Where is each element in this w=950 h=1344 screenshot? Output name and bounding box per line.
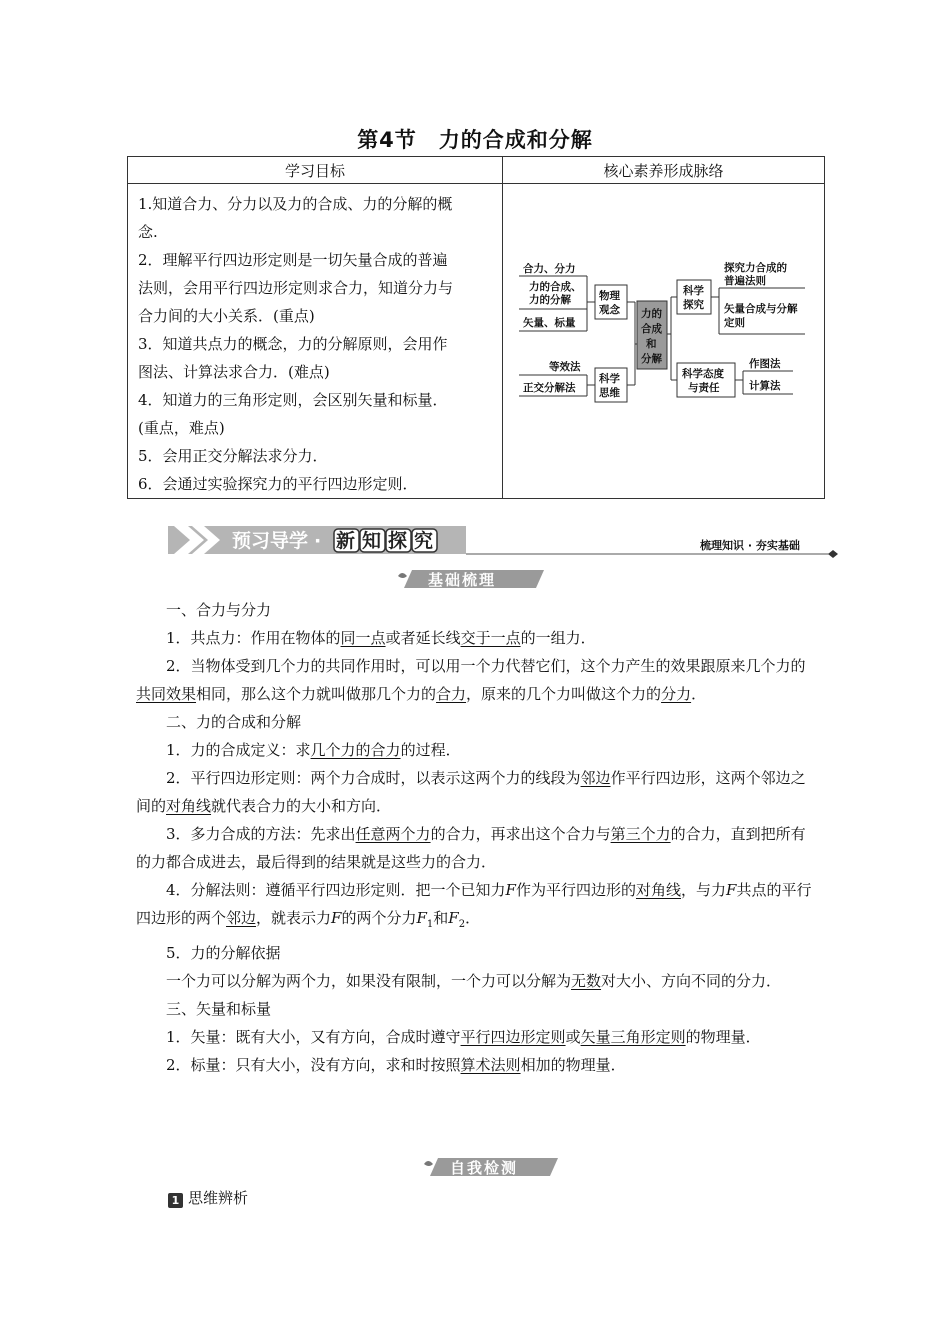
para-scalar: 2．标量：只有大小，没有方向，求和时按照算术法则相加的物理量． bbox=[166, 1056, 626, 1074]
section-name: 力的合成和分解 bbox=[438, 128, 593, 152]
mm-item: 力的合成、 bbox=[529, 281, 582, 293]
mm-item: 正交分解法 bbox=[523, 382, 576, 394]
goals-header: 学习目标 bbox=[128, 157, 503, 184]
preview-banner bbox=[168, 521, 840, 559]
goal-line: 法则，会用平行四边形定则求合力，知道分力与 bbox=[138, 279, 454, 297]
goal-line: 4．知道力的三角形定则，会区别矢量和标量． bbox=[138, 391, 448, 409]
banner-char: 究 bbox=[414, 530, 434, 552]
banner-highlight-chars bbox=[334, 529, 437, 552]
mm-item: 力的分解 bbox=[529, 294, 571, 306]
section-basic-title: 基础梳理 bbox=[428, 571, 497, 589]
core-literacy-mindmap bbox=[503, 184, 823, 489]
mm-item: 作图法 bbox=[749, 358, 781, 370]
banner-dot: · bbox=[314, 530, 322, 552]
goal-list bbox=[128, 184, 502, 498]
mm-center-text: 合成 bbox=[641, 323, 662, 335]
goal-line: (重点，难点) bbox=[138, 419, 225, 437]
mm-item: 矢量合成与分解 bbox=[724, 303, 798, 315]
mm-item: 合力、分力 bbox=[523, 263, 576, 275]
goal-line: 5．会用正交分解法求分力． bbox=[138, 447, 328, 465]
para-parallelogram-rule: 2．平行四边形定则：两个力合成时，以表示这两个力的线段为邻边作平行四边形，这两个邻边之间的对角线就代表合力的大小和方向． bbox=[136, 769, 806, 815]
para-decomposition-infinite: 一个力可以分解为两个力，如果没有限制，一个力可以分解为无数对大小、方向不同的分力． bbox=[166, 972, 782, 990]
mm-item: 矢量、标量 bbox=[523, 317, 576, 329]
mm-node-text: 与责任 bbox=[688, 382, 720, 394]
mm-item: 探究力合成的 bbox=[724, 262, 787, 274]
para-decomposition-rule: 4．分解法则：遵循平行四边形定则．把一个已知力F作为平行四边形的对角线，与力F共点的平行四边形的两个邻边，就表示力F的两个分力$F_1$和$F_2$． bbox=[136, 881, 812, 930]
diamond-icon bbox=[828, 550, 838, 558]
mm-node-text: 科学 bbox=[683, 285, 704, 297]
mm-node-text: 思维 bbox=[599, 387, 620, 399]
banner-left-text: 预习导学 bbox=[232, 530, 309, 552]
para-multi-force: 3．多力合成的方法：先求出任意两个力的合力，再求出这个合力与第三个力的合力，直到把所有的力都合成进去，最后得到的结果就是这些力的合力． bbox=[136, 825, 806, 871]
banner-right-text: 梳理知识 · 夯实基础 bbox=[700, 539, 800, 552]
goal-line: 念. bbox=[138, 223, 158, 241]
goals-cell bbox=[128, 184, 503, 499]
para-vector: 1．矢量：既有大小，又有方向，合成时遵守平行四边形定则或矢量三角形定则的物理量． bbox=[166, 1028, 761, 1046]
section-self-title: 自我检测 bbox=[450, 1159, 519, 1177]
number-badge: 1 bbox=[168, 1193, 183, 1208]
goal-line: 2．理解平行四边形定则是一切矢量合成的普遍 bbox=[138, 251, 448, 269]
section-number: 第4节 bbox=[357, 128, 417, 152]
goal-line: 6．会通过实验探究力的平行四边形定则． bbox=[138, 475, 418, 493]
goal-line: 图法、计算法求合力．(难点) bbox=[138, 363, 330, 381]
mm-node-text: 科学态度 bbox=[682, 368, 724, 380]
mm-item: 定则 bbox=[724, 317, 745, 329]
basic-content bbox=[136, 596, 816, 1079]
mm-center-text: 力的 bbox=[641, 308, 662, 320]
mm-center-text: 分解 bbox=[641, 353, 662, 365]
para-resultant-force: 2．当物体受到几个力的共同作用时，可以用一个力代替它们，这个力产生的效果跟原来几个力的共同效果相同，那么这个力就叫做那几个力的合力，原来的几个力叫做这个力的分力． bbox=[136, 657, 806, 703]
mindmap-header: 核心素养形成脉络 bbox=[503, 157, 825, 184]
goal-line: 1.知道合力、分力以及力的合成、力的分解的概 bbox=[138, 195, 453, 213]
mm-item: 等效法 bbox=[549, 361, 581, 373]
goal-line: 3．知道共点力的概念，力的分解原则，会用作 bbox=[138, 335, 448, 353]
subsection-label: 思维辨析 bbox=[188, 1189, 249, 1207]
mindmap-cell bbox=[503, 184, 825, 499]
goals-table bbox=[127, 156, 825, 499]
page-title bbox=[0, 124, 950, 154]
mm-node-text: 探究 bbox=[683, 299, 704, 311]
banner-char: 探 bbox=[388, 530, 408, 552]
section-tag-self-check bbox=[0, 1155, 950, 1179]
subsection-thinking bbox=[168, 1186, 248, 1210]
mm-item: 计算法 bbox=[749, 380, 781, 392]
section-tag-basic bbox=[0, 567, 950, 591]
leaf-icon bbox=[398, 573, 407, 578]
heading-3: 三、矢量和标量 bbox=[166, 1000, 272, 1018]
heading-1: 一、合力与分力 bbox=[166, 601, 272, 619]
goal-line: 合力间的大小关系．(重点) bbox=[138, 307, 315, 325]
mm-node-text: 物理 bbox=[599, 290, 620, 302]
mm-item: 普遍法则 bbox=[724, 275, 766, 287]
banner-char: 知 bbox=[362, 530, 382, 552]
heading-2: 二、力的合成和分解 bbox=[166, 713, 302, 731]
mm-node-text: 观念 bbox=[599, 304, 620, 316]
leaf-icon bbox=[424, 1161, 433, 1166]
para-concurrent-force: 1．共点力：作用在物体的同一点或者延长线交于一点的一组力． bbox=[166, 629, 596, 647]
banner-char: 新 bbox=[336, 530, 356, 552]
mm-node-text: 科学 bbox=[599, 373, 620, 385]
para-decomposition-basis: 5．力的分解依据 bbox=[166, 944, 281, 962]
mm-center-text: 和 bbox=[646, 338, 657, 350]
para-composition-def: 1．力的合成定义：求几个力的合力的过程． bbox=[166, 741, 461, 759]
